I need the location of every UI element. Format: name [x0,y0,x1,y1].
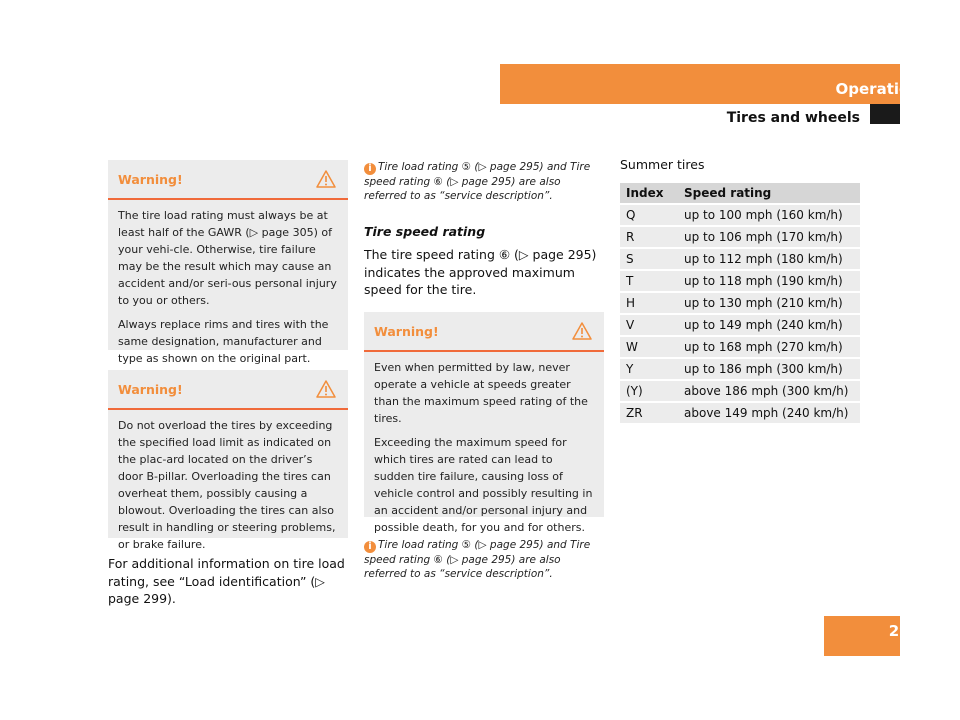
speed-rating-cell: up to 130 mph (210 km/h) [680,293,860,313]
speed-rating-cell: above 186 mph (300 km/h) [680,381,860,401]
speed-index-cell: H [620,293,680,313]
warning-body [108,200,348,375]
speed-index-cell: ZR [620,403,680,423]
speed-index-cell: (Y) [620,381,680,401]
table-row [620,359,860,379]
warning-title: Warning! [118,171,183,187]
warning-header [108,370,348,410]
warning-box [364,312,604,534]
speed-rating-cell: up to 118 mph (190 km/h) [680,271,860,291]
speed-index-cell: T [620,271,680,291]
warning-header [108,160,348,200]
table-header-row [620,183,860,203]
warning-paragraph: Exceeding the maximum speed for which tires are rated can lead to sudden tire failure, causing loss of vehicle control and possibly resulting in an accident and/or personal injury and possible death, for you and for others. [374,436,593,534]
speed-index-cell: V [620,315,680,335]
table-row [620,337,860,357]
table-row [620,381,860,401]
table-row [620,205,860,225]
warning-paragraph: The tire load rating must always be at least half of the GAWR (▷ page 305) of your vehi-cle. Otherwise, tire failure may be the result which may cause an accident and/or seri-ous personal injury to you or others. [118,209,337,307]
info-icon: i [364,541,376,553]
warning-triangle-icon [316,170,336,188]
column-header: Index [620,183,680,203]
subsection-title: Tires and wheels [726,110,860,126]
warning-title: Warning! [118,381,183,397]
warning-paragraph: Do not overload the tires by exceeding the specified load limit as indicated on the plac-ard located on the driver’s door B-pillar. Overloading the tires can overheat them, possibly causing a blowout. Overloading the tires can also result in handling or steering problems, or brake failure. [118,419,336,551]
speed-index-cell: R [620,227,680,247]
info-note-text: Tire load rating ⑤ (▷ page 295) and Tire speed rating ⑥ (▷ page 295) are also referred to as “service description”. [364,161,591,202]
speed-rating-table [620,181,860,425]
warning-title: Warning! [374,323,439,339]
speed-index-cell: Q [620,205,680,225]
speed-rating-cell: up to 106 mph (170 km/h) [680,227,860,247]
additional-info-text: For additional information on tire load rating, see “Load identification” (▷ page 299). [108,556,345,606]
speed-rating-cell: above 149 mph (240 km/h) [680,403,860,423]
speed-rating-cell: up to 149 mph (240 km/h) [680,315,860,335]
section-title: Operation [835,80,920,98]
speed-rating-cell: up to 112 mph (180 km/h) [680,249,860,269]
section-heading: Tire speed rating [364,224,486,239]
warning-triangle-icon [572,322,592,340]
warning-header [364,312,604,352]
warning-paragraph: Even when permitted by law, never operate a vehicle at speeds greater than the maximum speed rating of the tires. [374,361,588,425]
speed-rating-cell: up to 100 mph (160 km/h) [680,205,860,225]
info-note-text: Tire load rating ⑤ (▷ page 295) and Tire speed rating ⑥ (▷ page 295) are also referred to as “service description”. [364,539,591,580]
header-marker [870,104,900,124]
warning-body [108,410,348,561]
warning-body [364,352,604,544]
info-icon: i [364,163,376,175]
speed-rating-text: The tire speed rating ⑥ (▷ page 295) indicates the approved maximum speed for the tire. [364,247,597,297]
column-header: Speed rating [680,183,860,203]
info-note [364,538,604,581]
info-note [364,160,604,203]
table-row [620,403,860,423]
speed-index-cell: W [620,337,680,357]
page-number: 297 [888,622,920,640]
speed-index-cell: Y [620,359,680,379]
warning-box [108,160,348,365]
speed-rating-cell: up to 186 mph (300 km/h) [680,359,860,379]
table-row [620,227,860,247]
table-caption: Summer tires [620,157,705,172]
table-row [620,293,860,313]
table-row [620,315,860,335]
table-row [620,249,860,269]
table-row [620,271,860,291]
speed-rating-cell: up to 168 mph (270 km/h) [680,337,860,357]
warning-paragraph: Always replace rims and tires with the same designation, manufacturer and type as shown on the original part. [118,318,329,365]
speed-index-cell: S [620,249,680,269]
warning-triangle-icon [316,380,336,398]
warning-box [108,370,348,551]
